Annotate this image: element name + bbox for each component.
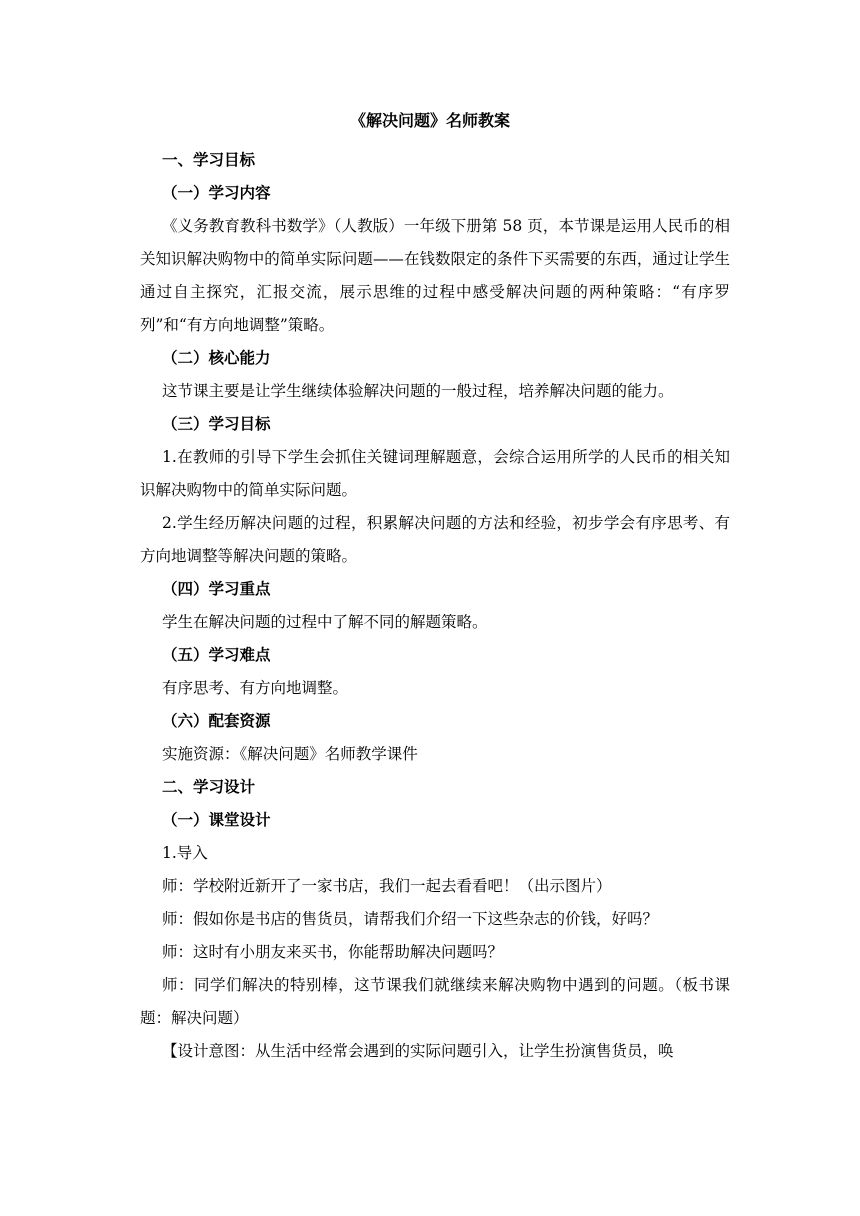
paragraph: 学生在解决问题的过程中了解不同的解题策略。 (162, 613, 488, 631)
document-title: 《解决问题》名师教案 (349, 111, 510, 130)
paragraph: 有序思考、有方向地调整。 (162, 679, 349, 697)
subsection-heading: （一）学习内容 (162, 184, 271, 202)
paragraph: 这节课主要是让学生继续体验解决问题的一般过程，培养解决问题的能力。 (162, 382, 674, 400)
subsection-heading: （一）课堂设计 (162, 811, 271, 829)
section-heading: 一、学习目标 (162, 151, 256, 169)
paragraph: 【设计意图：从生活中经常会遇到的实际问题引入，让学生扮演售货员，唤 (162, 1042, 674, 1060)
paragraph: 《义务教育教科书数学》（人教版）一年级下册第 58 页，本节课是运用人民币的相关知识解决购物中的简单实际问题——在钱数限定的条件下买需要的东西，通过让学生通过自主探究，汇报交流，展示思维的过程中感受解决问题的两种策略：“有序罗列”和“有方向地调整”策略。 (140, 217, 730, 334)
subsection-heading: （四）学习重点 (162, 580, 271, 598)
subsection-heading: （五）学习难点 (162, 646, 271, 664)
document-body (140, 144, 730, 1068)
paragraph: 1.在教师的引导下学生会抓住关键词理解题意，会综合运用所学的人民币的相关知识解决购物中的简单实际问题。 (140, 448, 730, 499)
subsection-heading: （三）学习目标 (162, 415, 271, 433)
paragraph: 师：这时有小朋友来买书，你能帮助解决问题吗？ (162, 943, 504, 961)
paragraph: 师：学校附近新开了一家书店，我们一起去看看吧！（出示图片） (162, 877, 612, 895)
paragraph: 师：同学们解决的特别棒，这节课我们就继续来解决购物中遇到的问题。（板书课题：解决问题） (140, 976, 730, 1027)
subsection-heading: （二）核心能力 (162, 349, 271, 367)
paragraph: 1.导入 (162, 844, 208, 862)
section-heading: 二、学习设计 (162, 778, 256, 796)
paragraph: 实施资源：《解决问题》名师教学课件 (162, 745, 418, 763)
paragraph: 师：假如你是书店的售货员，请帮我们介绍一下这些杂志的价钱，好吗？ (162, 910, 659, 928)
subsection-heading: （六）配套资源 (162, 712, 271, 730)
paragraph: 2.学生经历解决问题的过程，积累解决问题的方法和经验，初步学会有序思考、有方向地调整等解决问题的策略。 (140, 514, 730, 565)
